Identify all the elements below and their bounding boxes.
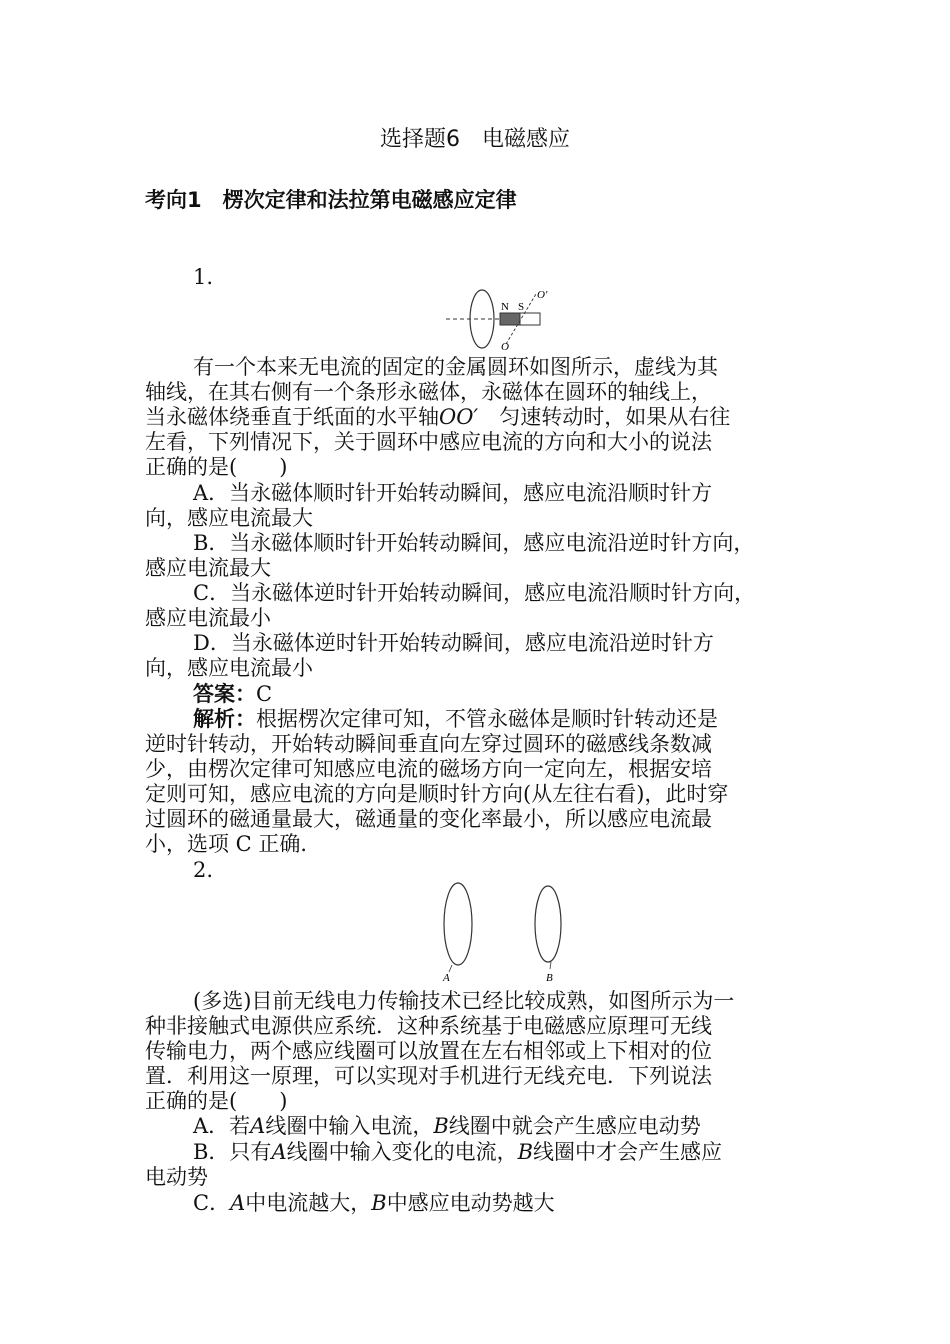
coil-b-lead (550, 962, 551, 969)
label-a: A (443, 972, 450, 984)
q1-option-c: C．当永磁体逆时针开始转动瞬间，感应电流沿顺时针方向， (193, 581, 756, 605)
coil-a (444, 883, 472, 965)
q2-stem-line: (多选)目前无线电力传输技术已经比较成熟，如图所示为一 (193, 989, 735, 1013)
q1-stem-line: 当永磁体绕垂直于纸面的水平轴OO′ 匀速转动时，如果从右往 (145, 405, 731, 429)
page-title: 选择题6 电磁感应 (380, 127, 570, 152)
q2-stem-line: 正确的是( ) (145, 1089, 288, 1113)
section-heading: 考向1 楞次定律和法拉第电磁感应定律 (145, 188, 517, 212)
coil-a-lead (449, 965, 452, 972)
q2-number: 2. (193, 858, 214, 882)
q2-stem-line: 传输电力，两个感应线圈可以放置在左右相邻或上下相对的位 (145, 1039, 712, 1063)
label-b: B (546, 972, 553, 984)
q2-option-b-cont: 电动势 (145, 1165, 208, 1189)
q1-option-b: B．当永磁体顺时针开始转动瞬间，感应电流沿逆时针方向， (193, 531, 755, 555)
q1-stem-line: 正确的是( ) (145, 455, 288, 479)
coil-b (535, 886, 561, 962)
q2-stem-line: 种非接触式电源供应系统．这种系统基于电磁感应原理可无线 (145, 1014, 712, 1038)
q1-analysis-line: 小，选项 C 正确． (145, 832, 322, 856)
q1-analysis: 解析：根据楞次定律可知，不管永磁体是顺时针转动还是 (193, 707, 718, 731)
magnet-s-pole (520, 313, 540, 325)
q1-stem-line: 有一个本来无电流的固定的金属圆环如图所示，虚线为其 (193, 355, 718, 379)
q1-option-d-cont: 向，感应电流最小 (145, 656, 313, 680)
q1-analysis-line: 逆时针转动，开始转动瞬间垂直向左穿过圆环的磁感线条数减 (145, 732, 712, 756)
q1-option-a-cont: 向，感应电流最大 (145, 506, 313, 530)
q2-option-a: A．若A线圈中输入电流，B线圈中就会产生感应电动势 (193, 1114, 701, 1138)
q2-option-b: B．只有A线圈中输入变化的电流，B线圈中才会产生感应 (193, 1140, 723, 1164)
q1-option-b-cont: 感应电流最大 (145, 556, 271, 580)
q1-stem-line: 左看，下列情况下，关于圆环中感应电流的方向和大小的说法 (145, 430, 712, 454)
magnet-n-pole (500, 313, 520, 325)
label-s: S (518, 301, 525, 313)
q1-stem-line: 轴线，在其右侧有一个条形永磁体，永磁体在圆环的轴线上， (145, 380, 712, 404)
q1-analysis-line: 少，由楞次定律可知感应电流的磁场方向一定向左，根据安培 (145, 757, 712, 781)
q2-coils-figure (432, 880, 572, 986)
q1-number: 1. (193, 265, 214, 289)
q1-option-d: D．当永磁体逆时针开始转动瞬间，感应电流沿逆时针方 (193, 631, 714, 655)
q1-analysis-line: 过圆环的磁通量最大，磁通量的变化率最小，所以感应电流最 (145, 807, 712, 831)
q1-option-c-cont: 感应电流最小 (145, 606, 271, 630)
q1-option-a: A．当永磁体顺时针开始转动瞬间，感应电流沿顺时针方 (193, 481, 713, 505)
label-o-prime: O′ (537, 289, 548, 301)
q1-magnet-ring-figure (440, 286, 550, 352)
label-o: O (501, 341, 509, 352)
q1-answer: 答案：C (193, 682, 273, 706)
label-n: N (501, 301, 509, 313)
q1-analysis-line: 定则可知，感应电流的方向是顺时针方向(从左往右看)，此时穿 (145, 782, 729, 806)
q2-stem-line: 置．利用这一原理，可以实现对手机进行无线充电．下列说法 (145, 1064, 712, 1088)
q2-option-c: C．A中电流越大，B中感应电动势越大 (193, 1191, 555, 1215)
